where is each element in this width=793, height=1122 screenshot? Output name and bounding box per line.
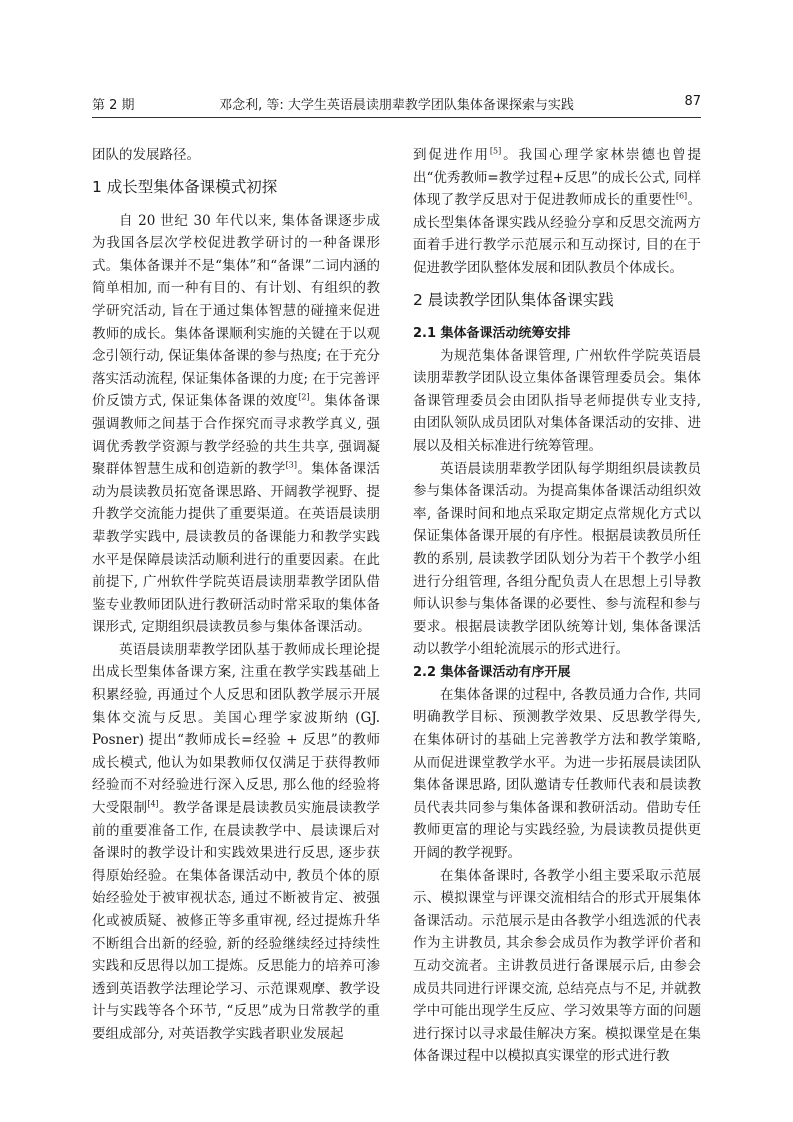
paragraph: 在集体备课时, 各教学小组主要采取示范展示、模拟课堂与评课交流相结合的形式开展集体备课活动。示范展示是由各教学小组选派的代表作为主讲教员, 其余参会成员作为教学评价者和互动交流者。主讲教员进行备课展示后, 由参会成员共同进行评课交流, 总结亮点与不足, 并就教学中可能出现学生反应、学习效果等方面的问题进行探讨以寻求最佳解决方案。模拟课堂是在集体备课过程中以模拟真实课堂的形式进行教: [413, 867, 701, 1065]
citation: [2]: [298, 392, 310, 402]
paragraph-continued: 到促进作用[5]。我国心理学家林崇德也曾提出“优秀教师=教学过程+反思”的成长公式, 同样体现了教学反思对于促进教师成长的重要性[6]。成长型集体备课实践从经验分享和反思交流两方面着手进行教学示范展示和互动探讨, 目的在于促进教学团队整体发展和团队教员个体成长。: [413, 146, 702, 276]
left-column: [92, 144, 380, 1046]
running-title: 邓念利, 等: 大学生英语晨读朋辈教学团队集体备课探索与实践: [219, 98, 574, 113]
citation: [5]: [489, 146, 502, 156]
page-number: 87: [684, 94, 701, 109]
paragraph: 英语晨读朋辈教学团队基于教师成长理论提出成长型集体备课方案, 注重在教学实践基础上积累经验, 再通过个人反思和团队教学展示开展集体交流与反思。美国心理学家波斯纳 (GJ. Posner) 提出“教师成长=经验 + 反思”的教师成长模式, 他认为如果教师仅仅满足于获得教师经验而不对经验进行深入反思, 那么他的经验将大受限制[4]。教学备课是晨读教员实施晨读教学前的重要准备工作, 在晨读教学中、晨读课后对备课时的教学设计和实践效果进行反思, 逐步获得原始经验。在集体备课活动中, 教员个体的原始经验处于被审视状态, 通过不断被肯定、被强化或被质疑、被修正等多重审视, 经过提炼升华不断组合出新的经验, 新的经验继续经过持续性实践和反思得以加工提炼。反思能力的培养可渗透到英语教学法理论学习、示范课观摩、教学设计与实践等各个环节, “反思”成为日常教学的重要组成部分, 对英语教学实践者职业发展起: [92, 641, 381, 1042]
paragraph: 英语晨读朋辈教学团队每学期组织晨读教员参与集体备课活动。为提高集体备课活动组织效率, 备课时间和地点采取定期定点常规化方式以保证集体备课开展的有序性。根据晨读教员所任教的系别, 晨读教学团队划分为若干个教学小组进行分组管理, 各组分配负责人在思想上引导教师认识参与集体备课的必要性、参与流程和参与要求。根据晨读教学团队统筹计划, 集体备课活动以教学小组轮流展示的形式进行。: [413, 460, 701, 658]
paragraph-continued: 团队的发展路径。: [92, 147, 200, 163]
issue-number: 第 2 期: [92, 98, 135, 113]
citation: [6]: [675, 191, 688, 201]
section-heading-2: 2 晨读教学团队集体备课实践: [413, 290, 614, 309]
header-rule: [92, 117, 701, 118]
citation: [3]: [285, 460, 298, 470]
paragraph: 自 20 世纪 30 年代以来, 集体备课逐步成为我国各层次学校促进教学研讨的一种备课形式。集体备课并不是“集体”和“备课”二词内涵的简单相加, 而一种有目的、有计划、有组织的教学研究活动, 旨在于通过集体智慧的碰撞来促进教师的成长。集体备课顺利实施的关键在于以观念引领行动, 保证集体备课的参与热度; 在于充分落实活动流程, 保证集体备课的力度; 在于完善评价反馈方式, 保证集体备课的效度[2]。集体备课强调教师之间基于合作探究而寻求教学真义, 强调优秀教学资源与教学经验的共生共享, 强调凝聚群体智慧生成和创造新的教学[3]。集体备课活动为晨读教员拓宽备课思路、开阔教学视野、提升教学交流能力提供了重要渠道。在英语晨读朋辈教学实践中, 晨读教员的备课能力和教学实践水平是保障晨读活动顺利进行的重要因素。在此前提下, 广州软件学院英语晨读朋辈教学团队借鉴专业教师团队进行教研活动时常采取的集体备课形式, 定期组织晨读教员参与集体备课活动。: [92, 212, 381, 636]
subsection-heading-2-1: 2.1 集体备课活动统筹安排: [413, 325, 571, 341]
citation: [4]: [147, 799, 159, 809]
paragraph: 在集体备课的过程中, 各教员通力合作, 共同明确教学目标、预测教学效果、反思教学得失, 在集体研讨的基础上完善教学方法和教学策略, 从而促进课堂教学水平。为进一步拓展晨读团队集体备课思路, 团队邀请专任教师代表和晨读教员代表共同参与集体备课和教研活动。借助专任教师更富的理论与实践经验, 为晨读教员提供更开阔的教学视野。: [413, 686, 701, 862]
right-column: [413, 144, 701, 1068]
subsection-heading-2-2: 2.2 集体备课活动有序开展: [413, 664, 571, 680]
running-header: [92, 94, 701, 114]
paragraph: 为规范集体备课管理, 广州软件学院英语晨读朋辈教学团队设立集体备课管理委员会。集体备课管理委员会由团队指导老师提供专业支持, 由团队领队成员团队对集体备课活动的安排、进展以及相关标准进行统筹管理。: [413, 347, 701, 454]
section-heading-1: 1 成长型集体备课模式初探: [92, 177, 278, 196]
